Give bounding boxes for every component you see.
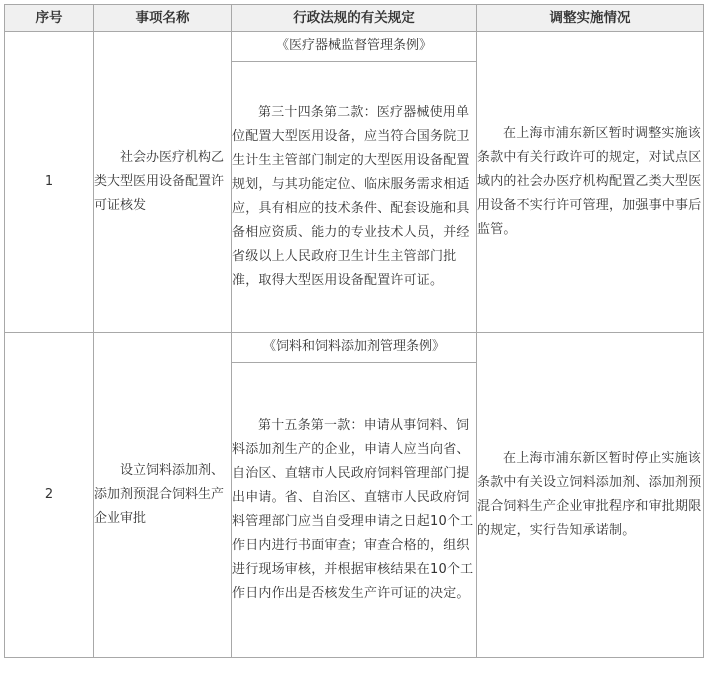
header-regulation: 行政法规的有关规定 — [232, 5, 477, 32]
row-item-name — [94, 333, 232, 658]
table-row — [5, 32, 704, 62]
regulation-table — [4, 4, 704, 658]
row-adjustment — [477, 32, 704, 333]
law-title: 《医疗器械监督管理条例》 — [232, 32, 477, 62]
row-seq: 2 — [5, 333, 94, 658]
law-title: 《饲料和饲料添加剂管理条例》 — [232, 333, 477, 363]
adjustment-text: 在上海市浦东新区暂时调整实施该条款中有关行政许可的规定，对试点区域内的社会办医疗机构配置乙类大型医用设备不实行许可管理，加强事中事后监管。 — [477, 125, 702, 238]
header-item-name: 事项名称 — [94, 5, 232, 32]
item-name-text: 社会办医疗机构乙类大型医用设备配置许可证核发 — [94, 149, 225, 214]
law-text: 第三十四条第二款：医疗器械使用单位配置大型医用设备，应当符合国务院卫生计生主管部门制定的大型医用设备配置规划，与其功能定位、临床服务需求相适应，具有相应的技术条件、配套设施和具备相应资质、能力的专业技术人员，并经省级以上人民政府卫生计生主管部门批准，取得大型医用设备配置许可证。 — [232, 104, 470, 289]
header-seq: 序号 — [5, 5, 94, 32]
law-text-cell — [232, 62, 477, 333]
row-adjustment — [477, 333, 704, 658]
table-header-row — [5, 5, 704, 32]
table-row — [5, 333, 704, 363]
item-name-text: 设立饲料添加剂、添加剂预混合饲料生产企业审批 — [94, 462, 225, 527]
header-adjustment: 调整实施情况 — [477, 5, 704, 32]
law-text: 第十五条第一款：申请从事饲料、饲料添加剂生产的企业，申请人应当向省、自治区、直辖市人民政府饲料管理部门提出申请。省、自治区、直辖市人民政府饲料管理部门应当自受理申请之日起10个工作日内进行书面审查；审查合格的，组织进行现场审核，并根据审核结果在10个工作日内作出是否核发生产许可证的决定。 — [232, 417, 474, 602]
row-seq: 1 — [5, 32, 94, 333]
adjustment-text: 在上海市浦东新区暂时停止实施该条款中有关设立饲料添加剂、添加剂预混合饲料生产企业审批程序和审批期限的规定，实行告知承诺制。 — [477, 450, 702, 539]
law-text-cell — [232, 363, 477, 658]
row-item-name — [94, 32, 232, 333]
